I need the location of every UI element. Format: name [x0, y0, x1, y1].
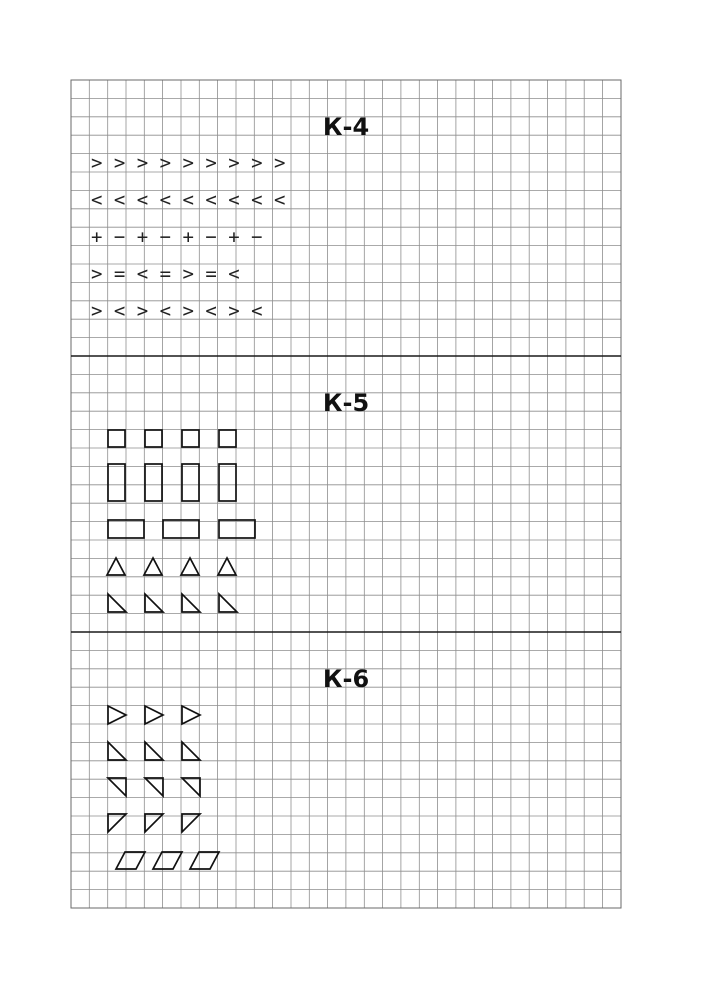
triangle-up-shape: [218, 558, 236, 575]
right-triangle-shape: [182, 594, 200, 612]
parallelogram-shape: [190, 852, 219, 869]
shape-row-tall-rectangles: [108, 464, 236, 501]
tall-rectangle-shape: [145, 464, 162, 501]
triangle-right-shape: [108, 706, 126, 724]
right-triangle-shape: [145, 594, 163, 612]
parallelogram-shape: [153, 852, 182, 869]
shape-row-small-squares: [108, 430, 236, 447]
right-triangle-top-left-shape: [108, 814, 126, 832]
right-triangle-shape: [219, 594, 237, 612]
section-k5: [107, 389, 369, 612]
right-triangle-top-right-shape: [108, 778, 126, 796]
right-triangle-top-left-shape: [145, 814, 163, 832]
section-title: К-5: [322, 389, 370, 417]
section-k6: [108, 665, 369, 869]
triangle-right-shape: [182, 706, 200, 724]
symbol-row: > > > > > > > > >: [91, 152, 286, 174]
right-triangle-bottom-right-shape: [108, 742, 126, 760]
parallelogram-shape: [116, 852, 145, 869]
shape-row-corner-triangles-a: [108, 742, 200, 760]
right-triangle-bottom-right-shape: [182, 742, 200, 760]
symbol-row: > < > < > < > <: [91, 300, 263, 322]
small-square-shape: [145, 430, 162, 447]
right-triangle-bottom-right-shape: [145, 742, 163, 760]
right-triangle-top-right-shape: [145, 778, 163, 796]
wide-rectangle-shape: [219, 520, 255, 538]
small-square-shape: [182, 430, 199, 447]
right-triangle-shape: [108, 594, 126, 612]
right-triangle-top-right-shape: [182, 778, 200, 796]
tall-rectangle-shape: [219, 464, 236, 501]
shape-row-right-pointing-triangles: [108, 706, 200, 724]
shape-row-corner-triangles-b: [108, 778, 200, 796]
small-square-shape: [219, 430, 236, 447]
symbol-row: + − + − + − + −: [91, 226, 263, 248]
section-title: К-6: [322, 665, 370, 693]
section-title: К-4: [322, 113, 370, 141]
shape-row-wide-rectangles: [108, 520, 255, 538]
tall-rectangle-shape: [108, 464, 125, 501]
symbol-row: < < < < < < < < <: [91, 189, 286, 211]
symbol-row: > = < = > = <: [91, 263, 240, 285]
shape-row-corner-triangles-c: [108, 814, 200, 832]
triangle-right-shape: [145, 706, 163, 724]
triangle-up-shape: [107, 558, 125, 575]
triangle-up-shape: [181, 558, 199, 575]
small-square-shape: [108, 430, 125, 447]
right-triangle-top-left-shape: [182, 814, 200, 832]
tall-rectangle-shape: [182, 464, 199, 501]
triangle-up-shape: [144, 558, 162, 575]
shape-row-parallelograms: [116, 852, 219, 869]
